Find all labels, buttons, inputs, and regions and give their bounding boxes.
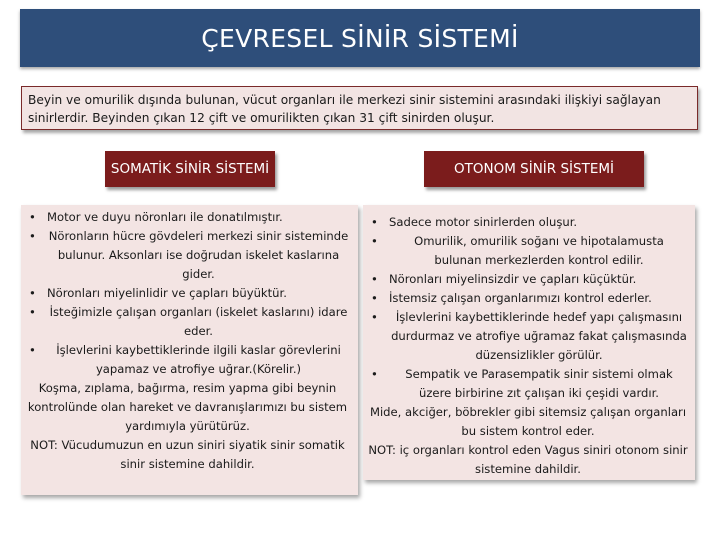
list-item: • İsteğimizle çalışan organları (iskelet kaslarını) idare eder.	[25, 303, 350, 341]
autonomic-bullet-text: Nöronları miyelinsizdir ve çapları küçüktür.	[389, 272, 637, 286]
note-text: iç organları kontrol eden	[399, 443, 542, 457]
autonomic-bullet-text: Omurilik, omurilik soğanı ve hipotalamusta bulunan merkezlerden kontrol edilir.	[414, 234, 664, 267]
title-banner	[20, 9, 700, 67]
note-bold: Vagus siniri	[544, 443, 612, 457]
note-tail: otonom sinir sistemine dahildir.	[475, 443, 688, 476]
list-item: • Sempatik ve Parasempatik sinir sistemi olmak üzere birbirine zıt çalışan iki çeşidi vardır.	[367, 365, 689, 403]
list-item: • Motor ve duyu nöronları ile donatılmıştır.	[25, 208, 350, 227]
list-item: • İşlevlerini kaybettiklerinde hedef yapı çalışmasını durdurmaz ve atrofiye uğramaz fakat çalışmasında düzensizlikler görülür.	[367, 308, 689, 365]
list-item: • Omurilik, omurilik soğanı ve hipotalamusta bulunan merkezlerden kontrol edilir.	[367, 232, 689, 270]
somatic-bullet-text: İsteğimizle çalışan organları (iskelet kaslarını) idare eder.	[49, 305, 348, 338]
page-title: ÇEVRESEL SİNİR SİSTEMİ	[201, 23, 519, 53]
intro-box	[21, 86, 698, 130]
somatic-bullet-list	[25, 208, 350, 379]
list-item: • Nöronları miyelinlidir ve çapları büyüktür.	[25, 284, 350, 303]
note-label: NOT:	[30, 438, 58, 452]
somatic-bullet-text: Nöronların hücre gövdeleri merkezi sinir sisteminde bulunur. Aksonları ise doğrudan iskelet kaslarına gider.	[48, 229, 349, 281]
somatic-panel	[21, 205, 358, 495]
note-bold: siyatik sinir	[229, 438, 296, 452]
somatic-bullet-text: Motor ve duyu nöronları ile donatılmıştır.	[47, 210, 283, 224]
intro-text: Beyin ve omurilik dışında bulunan, vücut organları ile merkezi sinir sistemini arasındaki ilişkiyi sağlayan sinirlerdir. Beyinden çıkan 12 çift ve omurilikten çıkan 31 çift sinirden oluşur.	[28, 93, 661, 125]
somatic-bullet-text: Nöronları miyelinlidir ve çapları büyüktür.	[47, 286, 287, 300]
autonomic-bullet-list	[367, 213, 689, 403]
list-item: • İstemsiz çalışan organlarımızı kontrol ederler.	[367, 289, 689, 308]
list-item: • Nöronları miyelinsizdir ve çapları küçüktür.	[367, 270, 689, 289]
autonomic-bullet-text: İstemsiz çalışan organlarımızı kontrol ederler.	[389, 291, 652, 305]
autonomic-paragraph: Mide, akciğer, böbrekler gibi sitemsiz çalışan organları bu sistem kontrol eder.	[369, 405, 687, 438]
somatic-bullet-text: İşlevlerini kaybettiklerinde ilgili kaslar görevlerini yapamaz ve atrofiye uğrar.(Körelir.)	[56, 343, 341, 376]
autonomic-bullet-text: İşlevlerini kaybettiklerinde hedef yapı çalışmasını durdurmaz ve atrofiye uğramaz fakat çalışmasında düzensizlikler görülür.	[391, 310, 687, 362]
autonomic-bullet-text: Sadece motor sinirlerden oluşur.	[389, 215, 578, 229]
autonomic-bullet-text: Sempatik ve Parasempatik sinir sistemi olmak üzere birbirine zıt çalışan iki çeşidi vardır.	[405, 367, 673, 400]
autonomic-heading: OTONOM SİNİR SİSTEMİ	[424, 151, 644, 187]
somatic-paragraph: Koşma, zıplama, bağırma, resim yapma gibi beynin kontrolünde olan hareket ve davranışlarımızı bu sistem yardımıyla yürütürüz.	[27, 381, 348, 433]
list-item: • Nöronların hücre gövdeleri merkezi sinir sisteminde bulunur. Aksonları ise doğrudan iskelet kaslarına gider.	[25, 227, 350, 284]
note-text: Vücudumuzun en uzun siniri	[61, 438, 226, 452]
note-tail: somatik sinir sistemine dahildir.	[120, 438, 345, 471]
somatic-heading: SOMATİK SİNİR SİSTEMİ	[105, 151, 275, 187]
autonomic-note	[367, 441, 689, 479]
somatic-note	[25, 436, 350, 474]
note-label: NOT:	[368, 443, 396, 457]
list-item: • İşlevlerini kaybettiklerinde ilgili kaslar görevlerini yapamaz ve atrofiye uğrar.(Körelir.)	[25, 341, 350, 379]
list-item: • Sadece motor sinirlerden oluşur.	[367, 213, 689, 232]
autonomic-panel	[363, 205, 695, 480]
